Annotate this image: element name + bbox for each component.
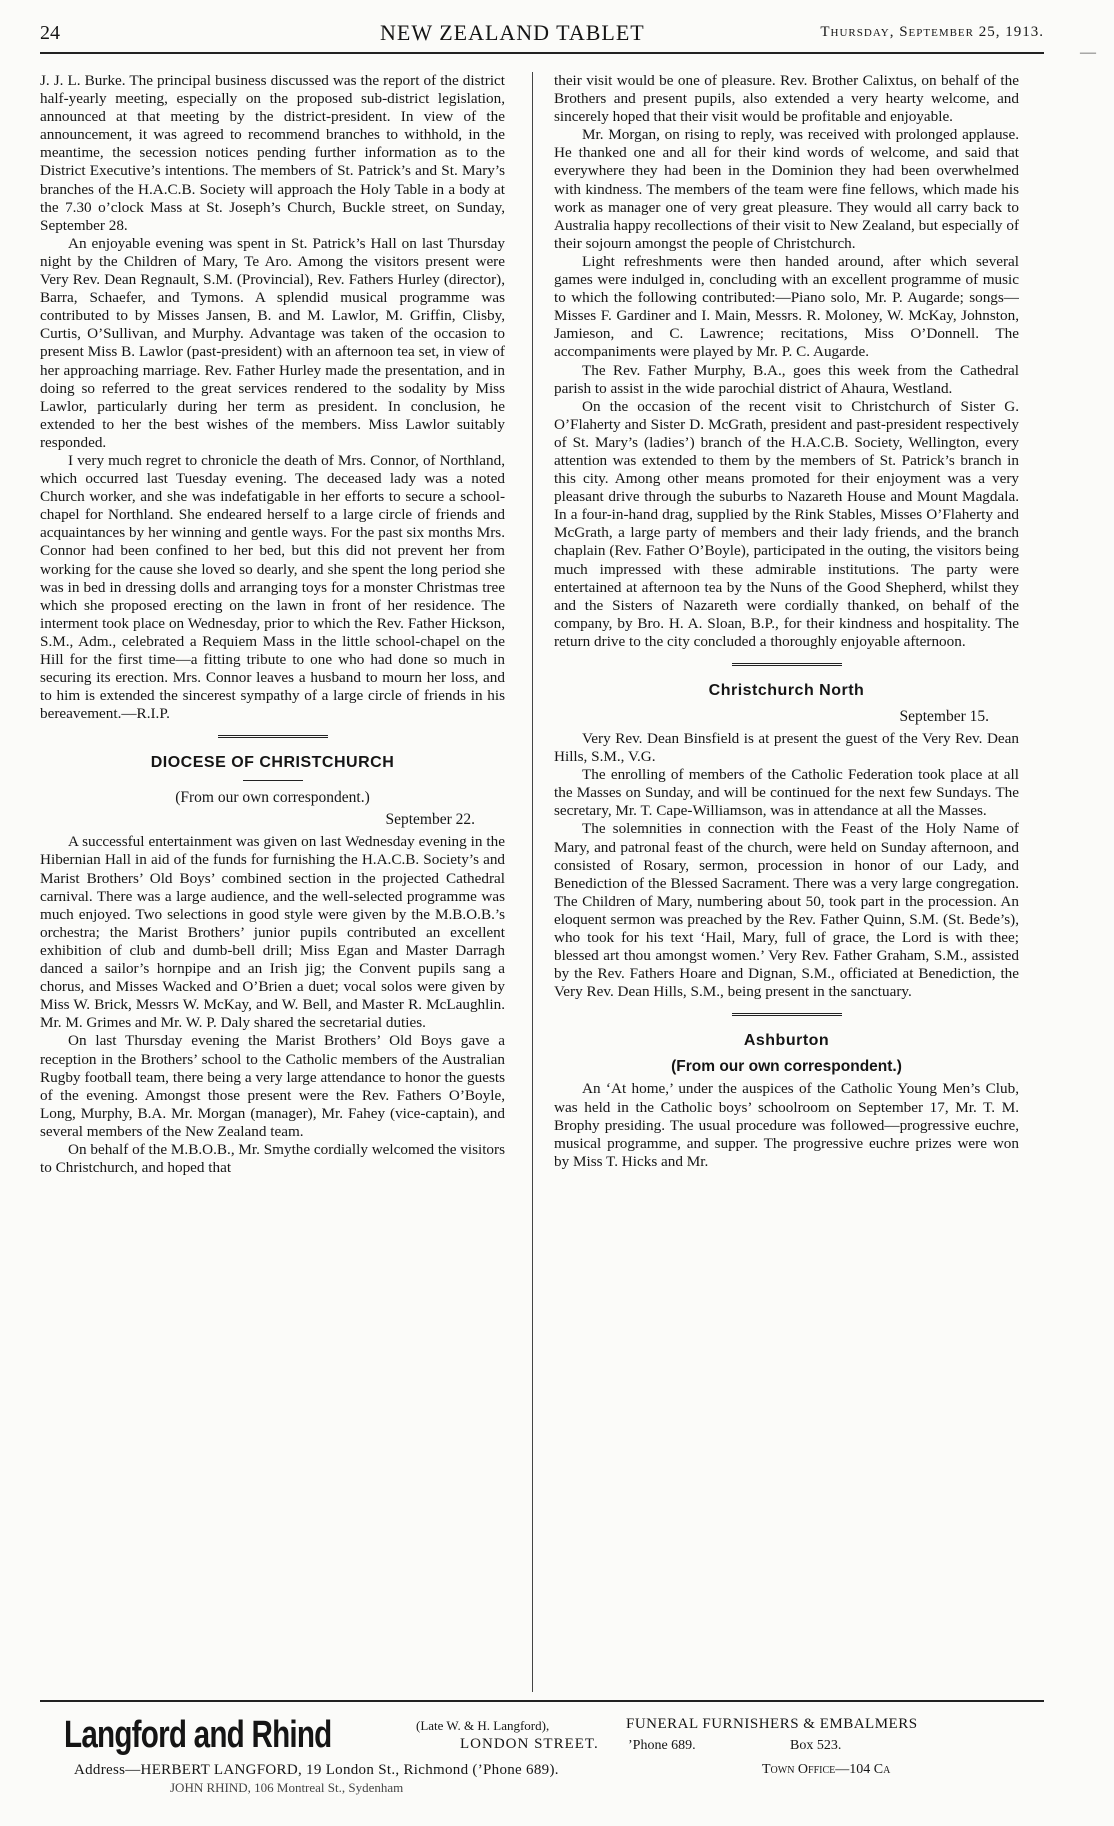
paragraph: Light refreshments were then handed around, after which several games were indulged in, concluding with an excellent programme of music to which the following contributed:—Piano solo, Mr. P. Augarde; songs—Misses F. Gardiner and I. Main, Messrs. R. Moloney, W. McKay, Johnston, Jamieson, and C. Lawrence; recitations, Miss O’Donnell. The accompaniments were played by Mr. P. C. Augarde. — [554, 252, 1019, 361]
paragraph: The enrolling of members of the Catholic Federation took place at all the Masses on Sunday, and will be continued for the next few Sundays. The secretary, Mr. T. Cape-Williamson, was in attendance at all the Masses. — [554, 766, 1019, 820]
advertisement-footer — [40, 1700, 1044, 1826]
paragraph: A successful entertainment was given on last Wednesday evening in the Hibernian Hall in aid of the funds for furnishing the H.A.C.B. Society’s and Marist Brothers’ Old Boys’ combined section in the projected Cathedral carnival. There was a large audience, and the well-selected programme was much enjoyed. Two selections in good style were given by the M.B.O.B.’s orchestra; the Marist Brothers’ junior pupils contributed an excellent exhibition of club and dumb-bell drill; Miss Egan and Master Darragh danced a sailor’s hornpipe and an Irish jig; the Convent pupils sang a chorus, and Misses Wacked and O’Brien a duet; vocal solos were given by Miss W. Brick, Messrs W. McKay, and W. Bell, and Master R. McLaughlin. Mr. M. Grimes and Mr. W. P. Daly shared the secretarial duties. — [40, 833, 505, 1032]
advertiser-cut-line: JOHN RHIND, 106 Montreal St., Sydenham — [170, 1780, 404, 1795]
paragraph: On last Thursday evening the Marist Brothers’ Old Boys gave a reception in the Brothers’ school to the Catholic members of the Australian Rugby football team, there being a very large attendance to honor the guests of the evening. Amongst those present were the Rev. Fathers O’Boyle, Long, Murphy, B.A. Mr. Morgan (manager), Mr. Fahey (vice-captain), and several members of the New Zealand team. — [40, 1032, 505, 1140]
section-divider — [732, 663, 842, 668]
section-heading-diocese: DIOCESE OF CHRISTCHURCH — [150, 754, 395, 772]
paragraph: I very much regret to chronicle the death of Mrs. Connor, of Northland, which occurred last Tuesday evening. The deceased lady was a noted Church worker, and she was indefatigable in her efforts to secure a school-chapel for Northland. She endeared herself to a large circle of friends and acquaintances by her winning and gentle ways. For the past six months Mrs. Connor had been confined to her bed, but this did not prevent her from working for the cause she loved so dearly, and she spent the long period she was in bed in dressing dolls and arranging toys for a monster Christmas tree which she proposed erecting on the lawn in front of her residence. The interment took place on Wednesday, prior to which the Rev. Father Hickson, S.M., Adm., celebrated a Requiem Mass in the little school-chapel on the Hill for the first time—a fitting tribute to one who had done so much in securing its erection. Mrs. Connor leaves a husband to mourn her loss, and to him is extended the sincerest sympathy of a large circle of friends in his bereavement.—R.I.P. — [40, 451, 505, 723]
right-column — [554, 72, 1019, 1692]
advertiser-brand: Langford and Rhind — [64, 1714, 332, 1756]
paragraph: The solemnities in connection with the Feast of the Holy Name of Mary, and patronal feast of the church, were held on Sunday afternoon, and consisted of Rosary, sermon, procession in honor of our Lady, and Benediction of the Blessed Sacrament. There was a very large congregation. The Children of Mary, numbering about 50, took part in the procession. An eloquent sermon was preached by the Rev. Father Quinn, S.M. (St. Bede’s), who took for his text ‘Hail, Mary, full of grace, the Lord is with thee; blessed art thou amongst women.’ Very Rev. Father Graham, S.M., assisted by the Rev. Fathers Hoare and Dignan, S.M., officiated at Benediction, the Very Rev. Dean Hills, S.M., being present in the sanctuary. — [554, 820, 1019, 1001]
paragraph: Mr. Morgan, on rising to reply, was received with prolonged applause. He thanked one and all for their kind words of welcome, and said that everywhere they had been in the Dominion they had been overwhelmed with kindness. The members of the team were fine fellows, which made his work as manager one of very great pleasure. They would all carry back to Australia happy recollections of their visit to New Zealand, but especially of their sojourn amongst the people of Christchurch. — [554, 126, 1019, 252]
left-column — [40, 72, 505, 1692]
paragraph: The Rev. Father Murphy, B.A., goes this week from the Cathedral parish to assist in the wide parochial district of Ahaura, Westland. — [554, 361, 1019, 397]
paragraph: their visit would be one of pleasure. Rev. Brother Calixtus, on behalf of the Brothers and present pupils, also extended a very hearty welcome, and sincerely hoped that their visit would be profitable and enjoyable. — [554, 72, 1019, 126]
advertiser-box: Box 523. — [790, 1738, 842, 1753]
page-number: 24 — [40, 22, 60, 44]
section-divider — [218, 735, 328, 740]
advertiser-street: LONDON STREET. — [460, 1736, 599, 1752]
advertiser-service: FUNERAL FURNISHERS & EMBALMERS — [626, 1716, 918, 1732]
paragraph: Very Rev. Dean Binsfield is at present the guest of the Very Rev. Dean Hills, S.M., V.G. — [554, 730, 1019, 766]
heading-rule — [243, 780, 303, 781]
column-divider — [532, 72, 533, 1692]
paragraph: On behalf of the M.B.O.B., Mr. Smythe cordially welcomed the visitors to Christchurch, and hoped that — [40, 1140, 505, 1177]
paper-name: NEW ZEALAND TABLET — [380, 20, 645, 45]
correspondent-note: (From our own correspondent.) — [175, 789, 370, 807]
paragraph: On the occasion of the recent visit to Christchurch of Sister G. O’Flaherty and Sister D. McGrath, president and past-president respectively of St. Mary’s (ladies’) branch of the H.A.C.B. Society, Wellington, every attention was extended to them by the members of St. Patrick’s branch in this city. Among other means promoted for their enjoyment was a very pleasant drive through the suburbs to Nazareth House and Mount Magdala. In a four-in-hand drag, supplied by the Rink Stables, Misses O’Flaherty and McGrath, a large party of members and their lady friends, and the branch chaplain (Rev. Father O’Boyle), participated in the outing, the visitors being much impressed with these admirable institutions. The party were entertained at afternoon tea by the Nuns of the Good Shepherd, whilst they and the Sisters of Nazareth were cordially thanked, on behalf of the company, by Bro. H. A. Sloan, B.P., for their kindness and hospitality. The return drive to the city concluded a thoroughly enjoyable afternoon. — [554, 397, 1019, 650]
paragraph: An ‘At home,’ under the auspices of the Catholic Young Men’s Club, was held in the Catholic boys’ schoolroom on September 17, Mr. T. M. Brophy presiding. The usual procedure was followed—progressive euchre, musical programme, and supper. The progressive euchre prizes were won by Miss T. Hicks and Mr. — [554, 1080, 1019, 1170]
section-divider — [732, 1013, 842, 1018]
advertiser-note: (Late W. & H. Langford), — [416, 1718, 550, 1733]
margin-mark: — — [1080, 44, 1096, 61]
page-header — [40, 18, 1044, 54]
section-heading-christchurch-north: Christchurch North — [708, 682, 865, 699]
advertiser-town-office: Town Office—104 Ca — [762, 1762, 891, 1777]
advertiser-address: Address—HERBERT LANGFORD, 19 London St., Richmond (’Phone 689). — [74, 1762, 559, 1778]
advertiser-phone: ’Phone 689. — [628, 1738, 696, 1753]
paragraph: An enjoyable evening was spent in St. Patrick’s Hall on last Thursday night by the Children of Mary, Te Aro. Among the visitors present were Very Rev. Dean Regnault, S.M. (Provincial), Rev. Fathers Hurley (director), Barra, Schaefer, and Tymons. A splendid musical programme was contributed to by Misses Jansen, B. and M. Lawlor, M. Griffin, Clisby, Curtis, O’Sullivan, and Murphy. Advantage was taken of the occasion to present Miss B. Lawlor (past-president) with an afternoon tea set, in view of her approaching marriage. Rev. Father Hurley made the presentation, and in doing so referred to the great services rendered to the sodality by Miss Lawlor, particularly during her term as president. In conclusion, he extended to her the best wishes of the members. Miss Lawlor suitably responded. — [40, 234, 505, 451]
dateline: September 22. — [385, 811, 475, 829]
section-heading-ashburton: Ashburton — [743, 1032, 830, 1050]
issue-date: Thursday, September 25, 1913. — [820, 24, 1044, 40]
dateline: September 15. — [899, 708, 989, 725]
paragraph: J. J. L. Burke. The principal business discussed was the report of the district half-yearly meeting, especially on the proposed sub-district legislation, announced at that meeting by the district-president. In view of the announcement, it was agreed to recommend branches to withhold, in the meantime, the secession notices pending further information as to the District Executive’s intentions. The members of St. Patrick’s and St. Mary’s branches of the H.A.C.B. Society will approach the Holy Table in a body at the 7.30 o’clock Mass at St. Joseph’s Church, Buckle street, on Sunday, September 28. — [40, 72, 505, 234]
correspondent-note: (From our own correspondent.) — [671, 1058, 902, 1076]
